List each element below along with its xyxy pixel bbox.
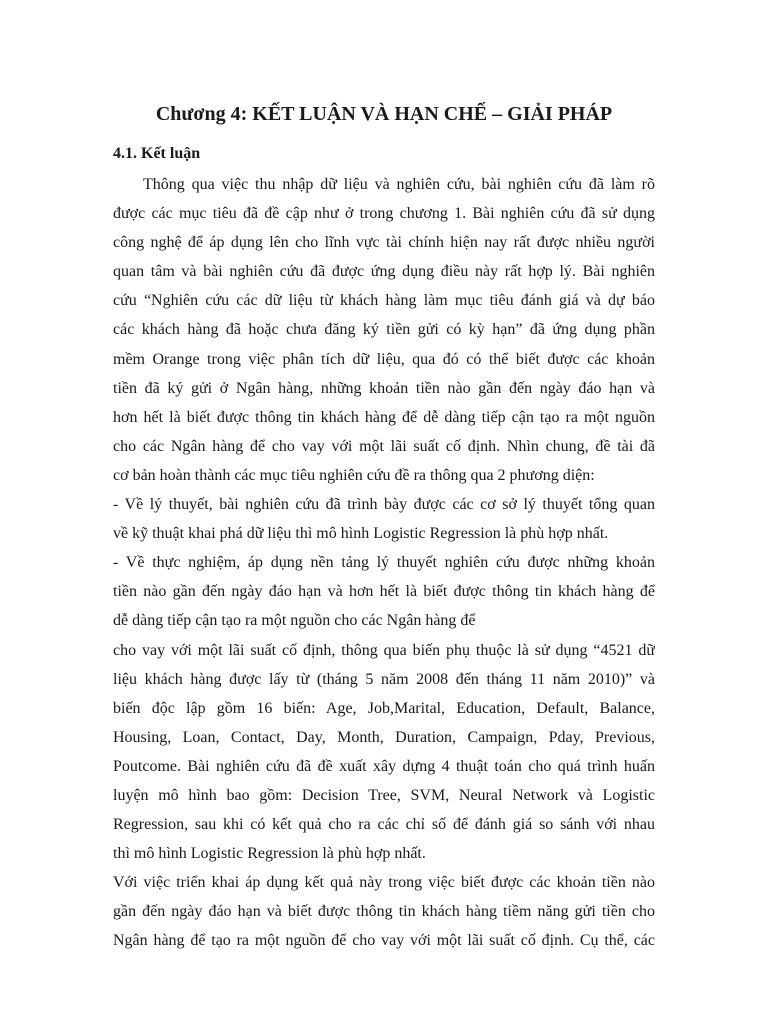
text-line: về kỹ thuật khai phá dữ liệu thì mô hình Logistic Regression là phù hợp nhất. — [113, 525, 609, 543]
text-line: gần đến ngày đáo hạn và biết được thông tin khách hàng tiềm năng gửi tiền cho — [113, 903, 655, 921]
text-line: tiền đã ký gửi ở Ngân hàng, những khoản tiền nào gần đến ngày đáo hạn và — [113, 379, 655, 397]
text-line: hơn hết là biết được thông tin khách hàng để dễ dàng tiếp cận tạo ra một nguồn — [113, 408, 655, 426]
text-line: Housing, Loan, Contact, Day, Month, Duration, Campaign, Pday, Previous, — [113, 728, 655, 746]
text-line: các khách hàng đã hoặc chưa đăng ký tiền gửi có kỳ hạn” đã ứng dụng phần — [113, 321, 655, 339]
text-line: cơ bản hoàn thành các mục tiêu nghiên cứu đề ra thông qua 2 phương diện: — [113, 466, 595, 484]
text-line: công nghệ để áp dụng lên cho lĩnh vực tài chính hiện nay rất được nhiều người — [113, 234, 655, 252]
text-line: cho vay với một lãi suất cố định, thông qua biến phụ thuộc là sử dụng “4521 dữ — [113, 641, 655, 659]
text-line: Ngân hàng để tạo ra một nguồn để cho vay với một lãi suất cố định. Cụ thể, các — [113, 932, 655, 950]
text-line: cứu “Nghiên cứu các dữ liệu từ khách hàng làm mục tiêu đánh giá và dự báo — [113, 292, 655, 310]
text-line: được các mục tiêu đã đề cập như ở trong chương 1. Bài nghiên cứu đã sử dụng — [113, 205, 655, 223]
text-line: Regression, sau khi có kết quả cho ra các chỉ số để đánh giá so sánh với nhau — [113, 816, 655, 834]
text-line: luyện mô hình bao gồm: Decision Tree, SVM, Neural Network và Logistic — [113, 786, 655, 804]
section-heading: 4.1. Kết luận — [113, 145, 201, 162]
text-line: quan tâm và bài nghiên cứu đã được ứng dụng điều này rất hợp lý. Bài nghiên — [113, 263, 655, 281]
text-line: cho các Ngân hàng để cho vay với một lãi suất cố định. Nhìn chung, đề tài đã — [113, 437, 655, 455]
text-line: Với việc triển khai áp dụng kết quả này trong việc biết được các khoản tiền nào — [113, 874, 655, 892]
text-line: Thông qua việc thu nhập dữ liệu và nghiên cứu, bài nghiên cứu đã làm rõ — [143, 176, 655, 193]
text-line: tiền nào gần đến ngày đáo hạn và hơn hết là biết được thông tin khách hàng để — [113, 583, 655, 601]
text-line: thì mô hình Logistic Regression là phù hợp nhất. — [113, 845, 426, 863]
text-line: biến độc lập gồm 16 biến: Age, Job,Marital, Education, Default, Balance, — [113, 699, 655, 717]
text-line: - Về lý thuyết, bài nghiên cứu đã trình bày được các cơ sở lý thuyết tổng quan — [113, 496, 655, 514]
text-line: - Về thực nghiệm, áp dụng nền tảng lý thuyết nghiên cứu được những khoản — [113, 554, 655, 572]
text-line: dễ dàng tiếp cận tạo ra một nguồn cho các Ngân hàng để — [113, 612, 476, 630]
text-line: mềm Orange trong việc phân tích dữ liệu, qua đó có thể biết được các khoản — [113, 350, 655, 368]
text-line: liệu khách hàng được lấy từ (tháng 5 năm 2008 đến tháng 11 năm 2010)” và — [113, 670, 655, 688]
text-line: Poutcome. Bài nghiên cứu đã đề xuất xây dựng 4 thuật toán cho quá trình huấn — [113, 757, 655, 775]
conclusion-body — [113, 170, 655, 956]
chapter-title: Chương 4: KẾT LUẬN VÀ HẠN CHẾ – GIẢI PHÁP — [155, 103, 613, 125]
